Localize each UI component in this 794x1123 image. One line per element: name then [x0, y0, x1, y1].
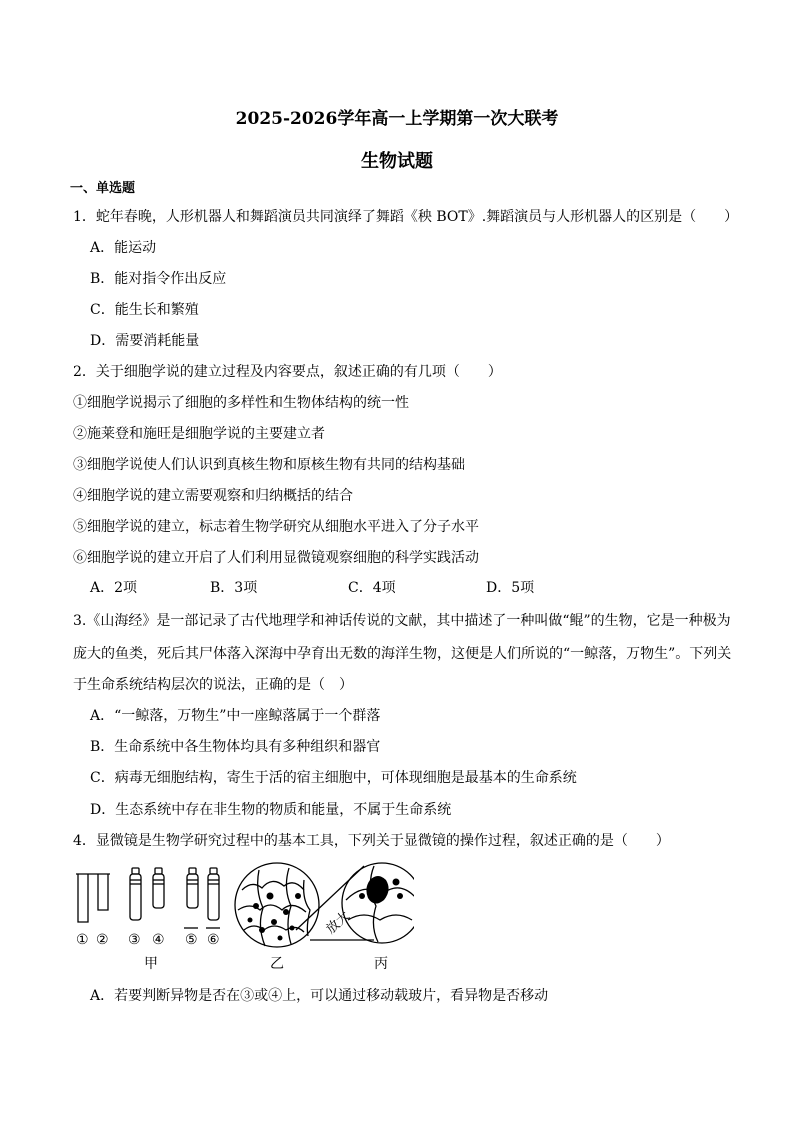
- question-2-option-c: C．4项: [348, 580, 396, 596]
- microscope-figure: [74, 860, 414, 972]
- question-2-statement-6: ⑥细胞学说的建立开启了人们利用显微镜观察细胞的科学实践活动: [73, 550, 479, 566]
- question-3-stem-line-3: 于生命系统结构层次的说法，正确的是（ ）: [73, 677, 353, 693]
- question-3-stem-line-1: 3.《山海经》是一部记录了古代地理学和神话传说的文献，其中描述了一种叫做“鲲”的生物，它是一种极为: [73, 613, 731, 629]
- figure-number-2: ②: [96, 932, 109, 948]
- exam-title: 2025-2026学年高一上学期第一次大联考: [235, 109, 559, 129]
- question-2-option-d: D．5项: [486, 580, 535, 596]
- figure-number-1: ①: [76, 932, 89, 948]
- question-2-statement-3: ③细胞学说使人们认识到真核生物和原核生物有共同的结构基础: [73, 457, 465, 473]
- lens-1-shape: [78, 874, 88, 922]
- lens-2-shape: [98, 874, 108, 910]
- question-1-stem: 1．蛇年春晚，人形机器人和舞蹈演员共同演绎了舞蹈《秧 BOT》.舞蹈演员与人形机器人的区别是（ ）: [73, 209, 739, 225]
- section-heading: 一、单选题: [70, 181, 136, 196]
- figure-number-5: ⑤: [185, 932, 198, 948]
- question-2-statement-1: ①细胞学说揭示了细胞的多样性和生物体结构的统一性: [73, 395, 409, 411]
- field-of-view-low: [235, 863, 319, 947]
- question-3-option-a: A．“一鲸落，万物生”中一座鲸落属于一个群落: [90, 708, 381, 724]
- question-1-option-b: B．能对指令作出反应: [90, 271, 227, 287]
- question-3-stem-line-2: 庞大的鱼类，死后其尸体落入深海中孕育出无数的海洋生物，这便是人们所说的“一鲸落，万物生”。下列关: [73, 646, 732, 662]
- question-2-statement-5: ⑤细胞学说的建立，标志着生物学研究从细胞水平进入了分子水平: [73, 519, 479, 535]
- figure-number-3: ③: [128, 932, 141, 948]
- question-2-option-a: A．2项: [90, 580, 138, 596]
- figure-number-6: ⑥: [207, 932, 220, 948]
- question-2-stem: 2．关于细胞学说的建立过程及内容要点，叙述正确的有几项（ ）: [73, 364, 502, 380]
- question-1-option-d: D．需要消耗能量: [90, 333, 200, 349]
- question-2-option-b: B．3项: [210, 580, 258, 596]
- lens-6-shape: [208, 868, 219, 920]
- question-2-statement-2: ②施莱登和施旺是细胞学说的主要建立者: [73, 426, 325, 442]
- lens-3-shape: [130, 868, 141, 920]
- question-3-option-d: D．生态系统中存在非生物的物质和能量，不属于生命系统: [90, 802, 452, 818]
- question-1-option-a: A．能运动: [90, 240, 157, 256]
- lens-4-shape: [153, 868, 164, 908]
- question-2-statement-4: ④细胞学说的建立需要观察和归纳概括的结合: [73, 488, 353, 504]
- figure-label-magnify: 放大: [323, 908, 354, 938]
- question-1-option-c: C．能生长和繁殖: [90, 302, 199, 318]
- lens-5-shape: [187, 868, 198, 908]
- subject-title: 生物试题: [361, 151, 433, 172]
- figure-label-jia: 甲: [144, 956, 158, 972]
- question-4-stem: 4．显微镜是生物学研究过程中的基本工具，下列关于显微镜的操作过程，叙述正确的是（ ）: [73, 833, 670, 849]
- microscope-figure-drawing: [74, 860, 414, 972]
- figure-label-yi: 乙: [270, 956, 284, 972]
- question-3-option-b: B．生命系统中各生物体均具有多种组织和器官: [90, 739, 381, 755]
- question-4-option-a: A．若要判断异物是否在③或④上，可以通过移动载玻片，看异物是否移动: [90, 988, 549, 1004]
- figure-number-4: ④: [152, 932, 165, 948]
- question-3-option-c: C．病毒无细胞结构，寄生于活的宿主细胞中，可体现细胞是最基本的生命系统: [90, 770, 577, 786]
- figure-label-bing: 丙: [374, 956, 388, 972]
